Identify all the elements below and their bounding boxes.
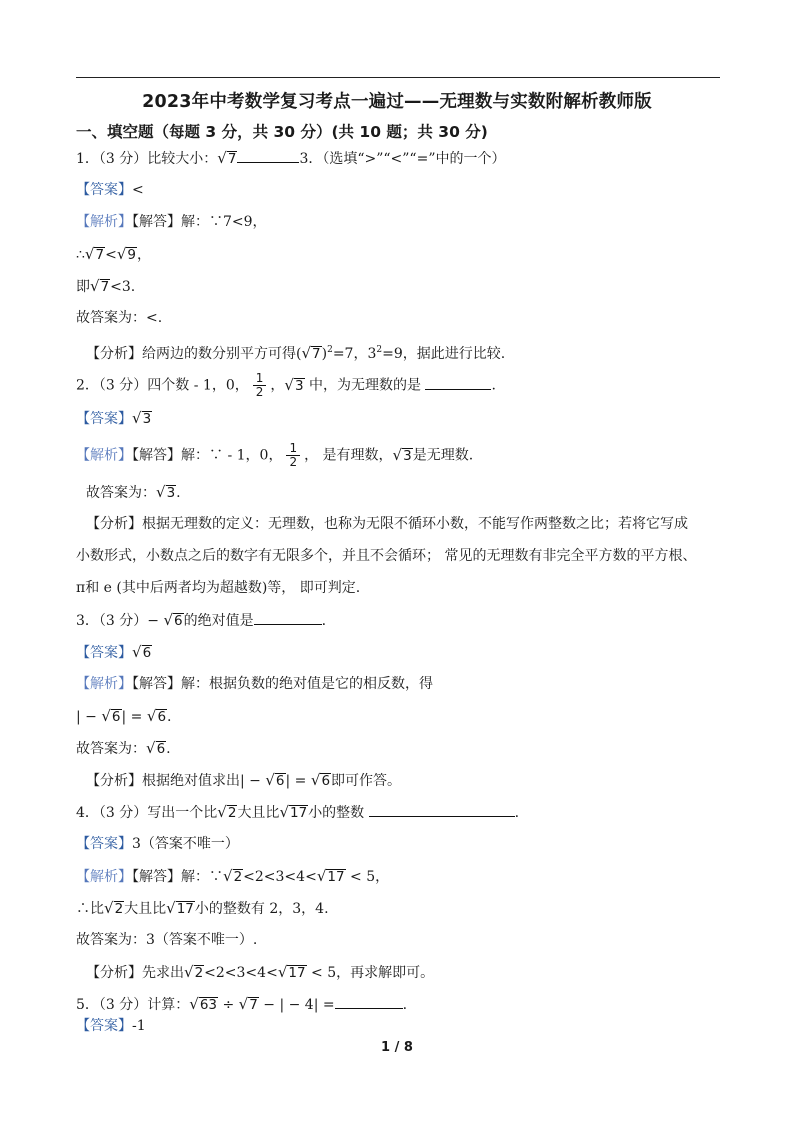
sqrt: √2 bbox=[104, 899, 124, 917]
header-rule bbox=[76, 77, 720, 78]
sqrt: √17 bbox=[166, 899, 194, 917]
question-3: 3．（3 分）− √6的绝对值是 . bbox=[76, 611, 327, 629]
answer-blank[interactable] bbox=[425, 376, 491, 390]
question-1: 1．（3 分）比较大小：√7 3．（选填“>”“<”“=”中的一个） bbox=[76, 149, 506, 167]
explanation-line: 【解析】【解答】解：根据负数的绝对值是它的相反数，得 bbox=[76, 676, 433, 692]
answer-blank[interactable] bbox=[369, 803, 515, 817]
fraction: $\frac{1}{2}$ bbox=[253, 372, 267, 399]
explanation-line: 故答案为：√3. bbox=[86, 483, 181, 501]
explanation-line: 【解析】【解答】解：∵√2<2<3<4<√17 < 5， bbox=[76, 867, 390, 885]
sqrt: √7 bbox=[90, 277, 110, 295]
sqrt: √2 bbox=[223, 867, 243, 885]
sqrt: √2 bbox=[217, 803, 237, 821]
analysis-line: π和 e (其中后两者均为超越数)等， 即可判定. bbox=[76, 580, 361, 596]
explanation-line: | − √6| = √6. bbox=[76, 707, 172, 725]
explanation-line: ∴√7<√9， bbox=[76, 245, 151, 263]
answer-line: 【答案】-1 bbox=[76, 1018, 146, 1034]
answer-line: 【答案】< bbox=[76, 182, 144, 198]
answer-line: 【答案】√6 bbox=[76, 643, 152, 661]
section-heading: 一、填空题（每题 3 分，共 30 分）(共 10 题；共 30 分) bbox=[76, 123, 488, 141]
explanation-line: 故答案为：3（答案不唯一）. bbox=[76, 932, 258, 948]
sqrt: √17 bbox=[279, 803, 308, 821]
sqrt: √6 bbox=[310, 771, 331, 789]
sqrt: √3 bbox=[284, 375, 304, 394]
sqrt: √63 bbox=[189, 995, 218, 1013]
analysis-line: 【分析】根据绝对值求出| − √6| = √6即可作答。 bbox=[86, 771, 402, 789]
sqrt: √6 bbox=[101, 707, 121, 725]
analysis-line: 【分析】根据无理数的定义：无理数，也称为无限不循环小数，不能写作两整数之比；若将它写成 bbox=[86, 516, 688, 532]
sqrt: √6 bbox=[163, 611, 183, 629]
page-title: 2023年中考数学复习考点一遍过——无理数与实数附解析教师版 bbox=[142, 92, 652, 112]
sqrt: √7 bbox=[84, 245, 105, 263]
page-number: 1 / 8 bbox=[381, 1040, 413, 1055]
sqrt: √7 bbox=[301, 344, 321, 362]
sqrt: √6 bbox=[265, 771, 285, 789]
analysis-line: 【分析】给两边的数分别平方可得$(√7)^2=7$，$3^2=9$，据此进行比较. bbox=[86, 344, 506, 362]
explanation-line: 故答案为：<. bbox=[76, 310, 163, 326]
sqrt: √3 bbox=[132, 409, 152, 427]
answer-line: 【答案】√3 bbox=[76, 409, 152, 427]
explanation-line: 故答案为：√6. bbox=[76, 739, 171, 757]
answer-blank[interactable] bbox=[254, 611, 322, 625]
sqrt: √7 bbox=[238, 995, 258, 1013]
answer-line: 【答案】3（答案不唯一） bbox=[76, 836, 239, 852]
sqrt: √6 bbox=[146, 707, 167, 725]
question-2: 2．（3 分）四个数 - 1，0， $\frac{1}{2}$ ，√3 中，为无理数的是 . bbox=[76, 371, 496, 399]
sqrt: √7 bbox=[217, 149, 237, 167]
sqrt: √3 bbox=[392, 445, 412, 464]
explanation-line: 【解析】【解答】解：∵ - 1，0， $\frac{1}{2}$ ， 是有理数，√3是无理数. bbox=[76, 441, 474, 469]
answer-blank[interactable] bbox=[335, 995, 403, 1009]
sqrt: √6 bbox=[132, 643, 152, 661]
question-5: 5．（3 分）计算：√63 ÷ √7 − | − 4| = . bbox=[76, 995, 408, 1013]
sqrt: √17 bbox=[316, 867, 345, 885]
sqrt: √9 bbox=[116, 245, 136, 263]
sqrt: √2 bbox=[184, 963, 204, 981]
analysis-line: 【分析】先求出√2<2<3<4<√17 < 5，再求解即可。 bbox=[86, 963, 435, 981]
explanation-line: ∴比√2大且比√17小的整数有 2，3，4. bbox=[76, 899, 329, 917]
sqrt: √17 bbox=[277, 963, 306, 981]
answer-blank[interactable] bbox=[237, 149, 299, 163]
explanation-line: 即√7<3. bbox=[76, 277, 136, 295]
explanation-line: 【解析】【解答】解：∵7<9， bbox=[76, 214, 267, 230]
analysis-line: 小数形式，小数点之后的数字有无限多个，并且不会循环； 常见的无理数有非完全平方数的平方根、 bbox=[76, 548, 697, 564]
question-4: 4．（3 分）写出一个比√2大且比√17小的整数 . bbox=[76, 803, 520, 821]
sqrt: √6 bbox=[146, 739, 166, 757]
sqrt: √3 bbox=[156, 483, 176, 501]
fraction: $\frac{1}{2}$ bbox=[286, 442, 300, 469]
